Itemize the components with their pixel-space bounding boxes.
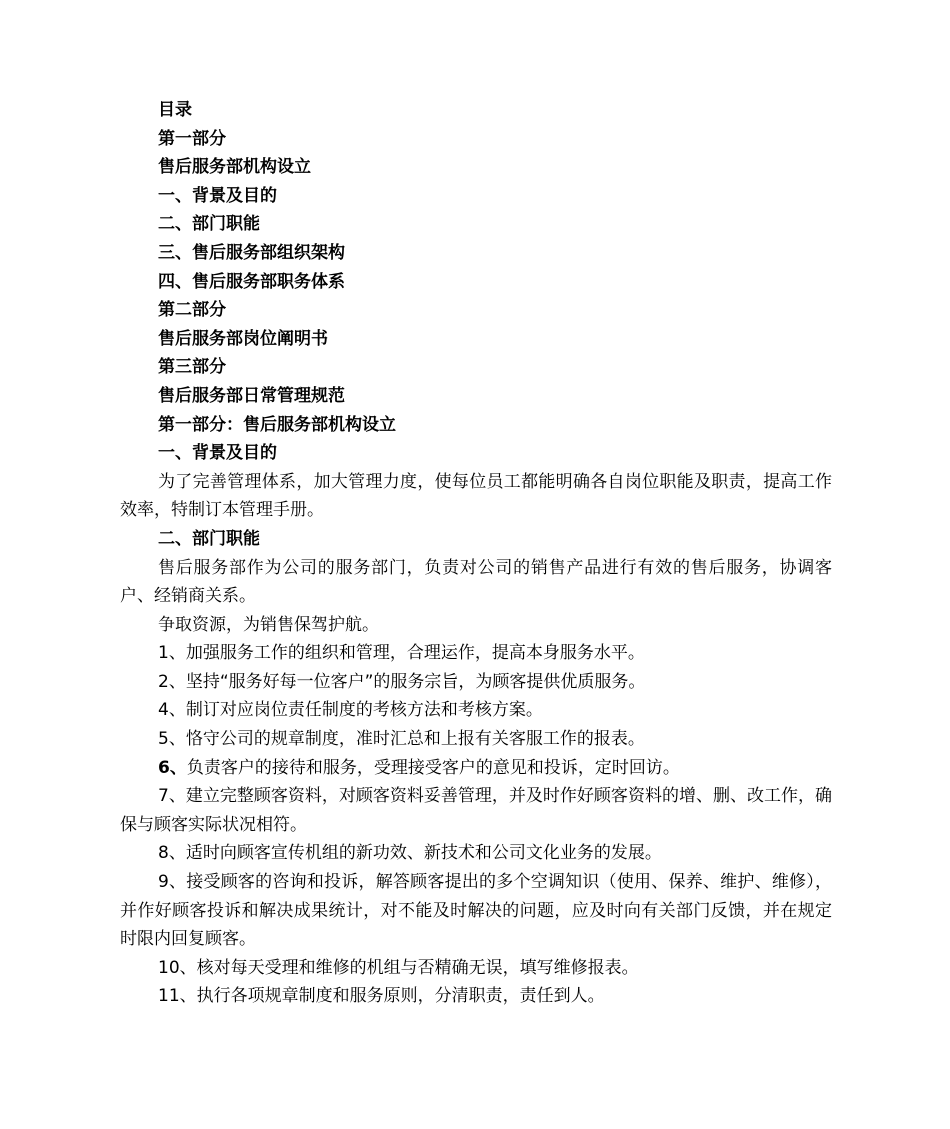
list-item: 8、适时向顾客宣传机组的新功效、新技术和公司文化业务的发展。: [158, 843, 662, 864]
list-item: 11、执行各项规章制度和服务原则，分清职责，责任到人。: [158, 986, 605, 1007]
toc-item: 二、部门职能: [158, 214, 260, 235]
toc-item: 第二部分: [158, 300, 226, 321]
list-item-text: 负责客户的接待和服务，受理接受客户的意见和投诉，定时回访。: [186, 757, 680, 778]
list-item: 5、恪守公司的规章制度，准时汇总和上报有关客服工作的报表。: [158, 729, 645, 750]
toc-title: 目录: [158, 100, 192, 120]
list-item: 10、核对每天受理和维修的机组与否精确无误，填写维修报表。: [158, 957, 639, 978]
paragraph: 为了完善管理体系，加大管理力度，使每位员工都能明确各自岗位职能及职责，提高工作效率，特制订本管理手册。: [120, 471, 832, 521]
part-heading: 第一部分：售后服务部机构设立: [158, 414, 396, 435]
list-item: 2、坚持“服务好每一位客户”的服务宗旨，为顾客提供优质服务。: [158, 671, 646, 692]
paragraph: 售后服务部作为公司的服务部门，负责对公司的销售产品进行有效的售后服务，协调客户、经销商关系。: [120, 557, 832, 607]
paragraph: 争取资源，为销售保驾护航。: [158, 614, 379, 635]
toc-item: 一、背景及目的: [158, 185, 277, 206]
list-item-number: 6、: [158, 757, 187, 778]
toc-item: 四、售后服务部职务体系: [158, 271, 345, 292]
toc-item: 三、售后服务部组织架构: [158, 242, 345, 263]
toc-item: 售后服务部机构设立: [158, 157, 311, 178]
toc-item: 售后服务部岗位阐明书: [158, 328, 328, 349]
list-item: 7、建立完整顾客资料，对顾客资料妥善管理，并及时作好顾客资料的增、删、改工作，确保与顾客实际状况相符。: [120, 786, 832, 835]
toc-item: 第三部分: [158, 357, 226, 378]
toc-item: 第一部分: [158, 128, 226, 149]
section-heading: 一、背景及目的: [158, 443, 277, 464]
list-item: 4、制订对应岗位责任制度的考核方法和考核方案。: [158, 700, 543, 721]
list-item: 1、加强服务工作的组织和管理，合理运作，提高本身服务水平。: [158, 643, 645, 664]
document-page: [120, 96, 832, 1011]
toc-item: 售后服务部日常管理规范: [158, 385, 345, 406]
list-item: 9、接受顾客的咨询和投诉，解答顾客提出的多个空调知识（使用、保养、维护、维修），并作好顾客投诉和解决成果统计，对不能及时解决的问题，应及时向有关部门反馈，并在规定时限内回复顾客。: [120, 872, 832, 950]
section-heading: 二、部门职能: [158, 528, 260, 549]
list-item: [120, 754, 832, 783]
